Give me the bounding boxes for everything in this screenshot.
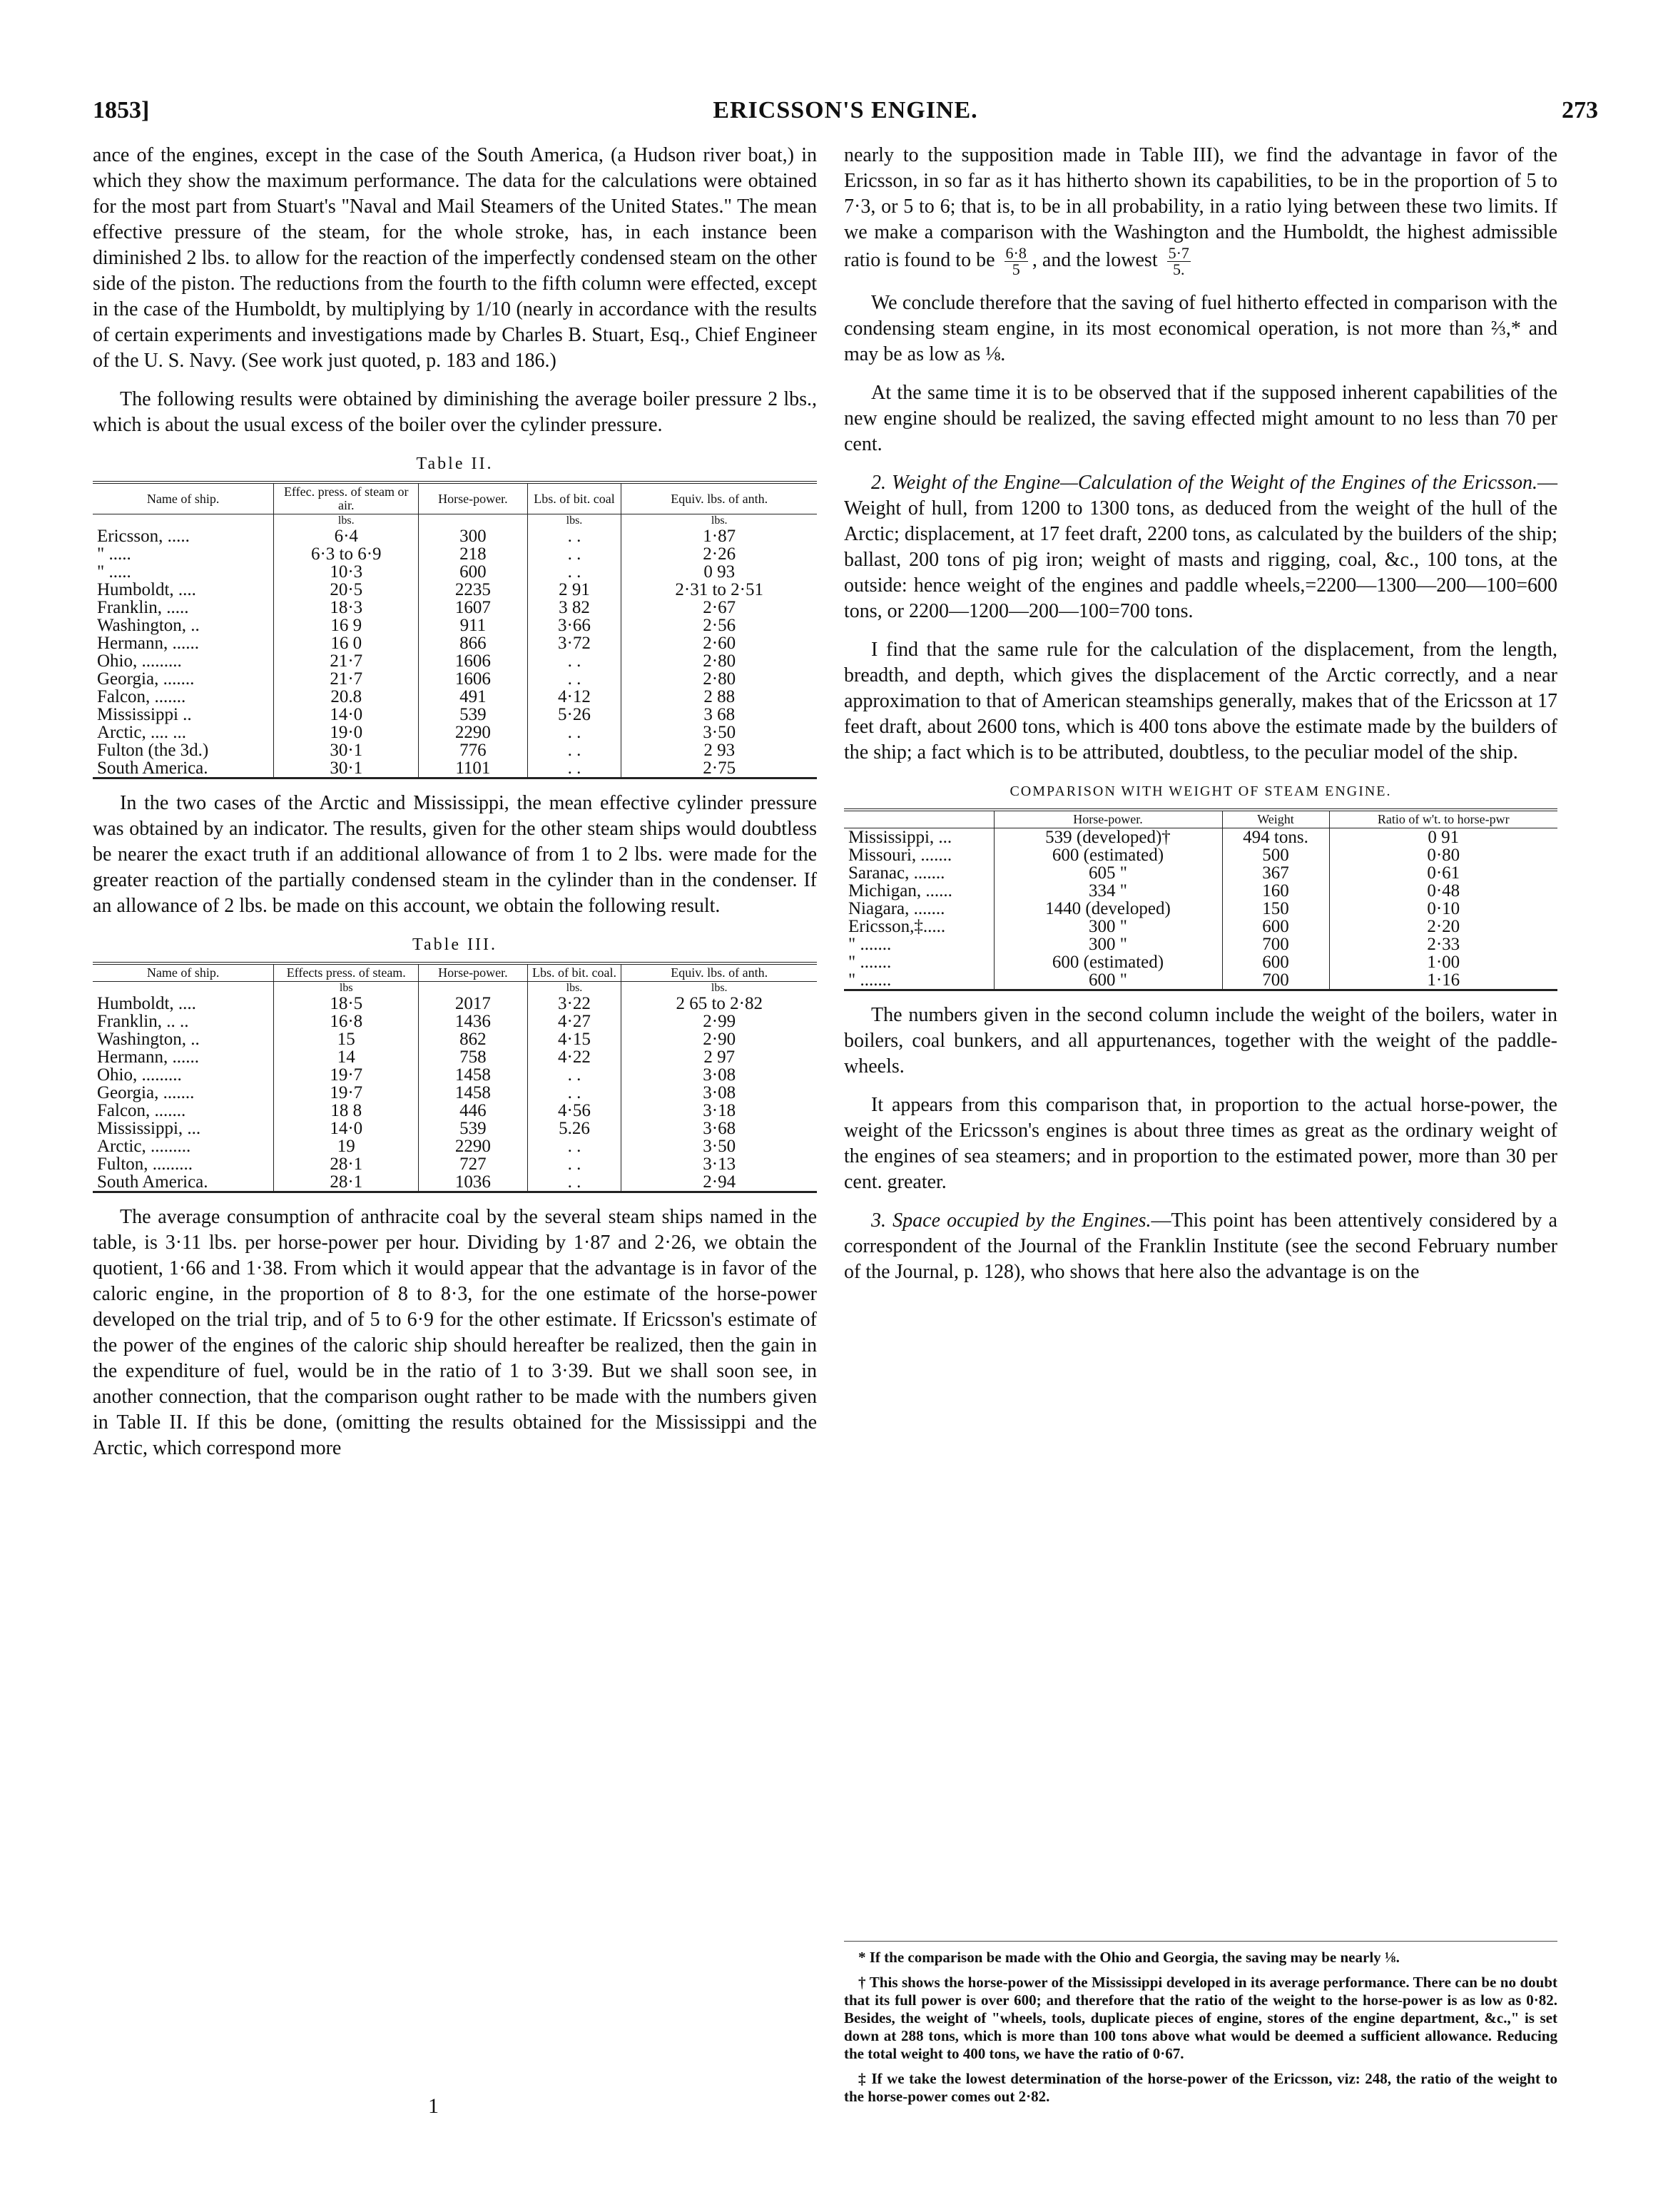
column-header: Equiv. lbs. of anth. — [621, 482, 817, 514]
table-row — [93, 741, 817, 759]
paragraph-text: nearly to the supposition made in Table III), we find the advantage in favor of the Ericsson, in so far as it has hitherto shown its capabilities, to be in the proportion of 5 to 7·3, or 5 to 6; that is, to be in all probability, in a ratio lying between these two limits. If we make a comparison with the Washington and the Humboldt, the highest admissible ratio is found to be — [844, 144, 1557, 271]
value-cell: 6·3 to 6·9 — [274, 545, 419, 563]
column-header — [844, 810, 994, 828]
table-3-body — [93, 982, 817, 1192]
paragraph: We conclude therefore that the saving of fuel hitherto effected in comparison with the condensing steam engine, in its most economical operation, is not more than ⅔,* and may be as low as ⅛. — [844, 292, 1557, 365]
ship-name-cell: Falcon, ....... — [97, 687, 186, 706]
paragraph: At the same time it is to be observed that if the supposed inherent capabilities of the new engine should be realized, the saving effected might amount to no less than 70 per cent. — [844, 382, 1557, 455]
value-cell: 911 — [419, 617, 527, 634]
table-row — [844, 971, 1557, 990]
value-cell: 300 — [419, 527, 527, 545]
ship-name-cell: South America. — [97, 1172, 208, 1192]
left-column — [93, 143, 817, 1474]
value-cell: 2 91 — [527, 581, 621, 599]
ship-name-cell: Humboldt, .... — [97, 580, 196, 599]
paragraph: It appears from this comparison that, in proportion to the actual horse-power, the weight of the Ericsson's engines is about three times as great as the ordinary weight of the engines of sea steamers; and in proportion to the estimated power, more than 30 per cent. greater. — [844, 1094, 1557, 1193]
value-cell: 4·12 — [527, 688, 621, 706]
table-row — [844, 953, 1557, 971]
value-cell: 3 82 — [527, 599, 621, 617]
section-heading: 3. Space occupied by the Engines. — [871, 1209, 1151, 1232]
table-row — [844, 918, 1557, 935]
value-cell: . . — [527, 652, 621, 670]
value-cell: 605 " — [994, 864, 1222, 882]
value-cell: 16 9 — [274, 617, 419, 634]
value-cell: 14·0 — [274, 706, 419, 724]
value-cell: 0 91 — [1329, 828, 1557, 847]
table-row — [93, 634, 817, 652]
ship-name-cell: Fulton, ......... — [97, 1155, 193, 1174]
value-cell: 20·5 — [274, 581, 419, 599]
header-year: 1853] — [93, 97, 150, 123]
value-cell: 1436 — [419, 1013, 527, 1030]
ship-name-cell: Michigan, ...... — [848, 881, 952, 900]
fraction — [1005, 245, 1028, 278]
value-cell: 150 — [1222, 900, 1329, 918]
value-cell: 21·7 — [274, 670, 419, 688]
table-row — [93, 617, 817, 634]
value-cell: 3·50 — [621, 1137, 817, 1155]
value-cell: 1·00 — [1329, 953, 1557, 971]
table-row — [844, 864, 1557, 882]
value-cell: 5·26 — [527, 706, 621, 724]
ship-name-cell: Saranac, ....... — [848, 863, 945, 883]
table-row — [93, 1120, 817, 1137]
value-cell: 2290 — [419, 1137, 527, 1155]
ship-name-cell: South America. — [97, 759, 208, 778]
table-row — [844, 846, 1557, 864]
value-cell: 1458 — [419, 1066, 527, 1084]
paragraph-text: —This point has been attentively considered by a correspondent of the Journal of the Franklin Institute (see the second February number of the Journal, p. 128), who shows that here also the advantage is on the — [844, 1209, 1557, 1283]
ship-name-cell: Mississippi, ... — [848, 828, 952, 847]
value-cell: 2·94 — [621, 1173, 817, 1192]
value-cell: 2·26 — [621, 545, 817, 563]
fraction-numerator: 5·7 — [1168, 244, 1189, 262]
ship-name-cell: Hermann, ...... — [97, 1047, 200, 1067]
table-row — [93, 1013, 817, 1030]
table-row — [844, 935, 1557, 953]
value-cell: 3·68 — [621, 1120, 817, 1137]
fraction-numerator: 6·8 — [1005, 244, 1027, 262]
table-row — [93, 563, 817, 581]
value-cell: 1440 (developed) — [994, 900, 1222, 918]
table-row — [93, 599, 817, 617]
header-title: ERICSSON'S ENGINE. — [713, 97, 978, 123]
value-cell: 0·48 — [1329, 882, 1557, 900]
value-cell: 866 — [419, 634, 527, 652]
value-cell: 2017 — [419, 995, 527, 1013]
ship-name-cell: Ohio, ......... — [97, 651, 182, 671]
ship-name-cell: Mississippi, ... — [97, 1119, 201, 1138]
ship-name-cell: Falcon, ....... — [97, 1101, 186, 1120]
value-cell: 19 — [274, 1137, 419, 1155]
unit-cell — [93, 514, 274, 528]
column-header: Name of ship. — [93, 482, 274, 514]
value-cell: 2 93 — [621, 741, 817, 759]
fraction-denominator: 5 — [1012, 260, 1020, 278]
value-cell: 19·7 — [274, 1066, 419, 1084]
column-header: Ratio of w't. to horse-pwr — [1329, 810, 1557, 828]
value-cell: 2·33 — [1329, 935, 1557, 953]
value-cell: 14·0 — [274, 1120, 419, 1137]
unit-cell — [419, 982, 527, 995]
value-cell: 600 (estimated) — [994, 953, 1222, 971]
value-cell: 2·67 — [621, 599, 817, 617]
value-cell: 3·08 — [621, 1084, 817, 1102]
value-cell: 600 (estimated) — [994, 846, 1222, 864]
value-cell: . . — [527, 1155, 621, 1173]
value-cell: 3·08 — [621, 1066, 817, 1084]
signature-mark: 1 — [428, 2094, 439, 2118]
ship-name-cell: Hermann, ...... — [97, 634, 200, 653]
section-heading: 2. Weight of the Engine—Calculation of the Weight of the Engines of the Ericsson. — [871, 472, 1537, 494]
value-cell: 16·8 — [274, 1013, 419, 1030]
ship-name-cell: Humboldt, .... — [97, 994, 196, 1013]
paragraph: The following results were obtained by diminishing the average boiler pressure 2 lbs., which is about the usual excess of the boiler over the cylinder pressure. — [93, 388, 817, 436]
value-cell: 3·72 — [527, 634, 621, 652]
table-row — [93, 1030, 817, 1048]
value-cell: 0 93 — [621, 563, 817, 581]
value-cell: 776 — [419, 741, 527, 759]
unit-cell: lbs. — [621, 982, 817, 995]
table-row — [93, 724, 817, 741]
ship-name-cell: Ericsson,‡..... — [848, 917, 946, 936]
ship-name-cell: Niagara, ....... — [848, 899, 945, 918]
paragraph: The average consumption of anthracite coal by the several steam ships named in the table, is 3·11 lbs. per horse-power per hour. Dividing by 1·87 and 2·26, we obtain the quotient, 1·66 and 1·38. From which it would appear that the advantage is in favor of the caloric engine, in the proportion of 8 to 8·3, for the one estimate of the horse-power developed on the trial trip, and of 5 to 6·9 for the other estimate. If Ericsson's estimate of the power of the engines of the caloric ship should hereafter be realized, then the gain in the expenditure of fuel, would be in the ratio of 1 to 3·39. But we shall soon see, in another connection, that the comparison ought rather to be made with the numbers given in Table II. If this be done, (omitting the results obtained for the Mississippi and the Arctic, which correspond more — [93, 1206, 817, 1459]
value-cell: 700 — [1222, 935, 1329, 953]
value-cell: 539 — [419, 706, 527, 724]
value-cell: 2·75 — [621, 759, 817, 778]
value-cell: 4·56 — [527, 1102, 621, 1120]
table-row — [844, 828, 1557, 847]
paragraph-text: —Weight of hull, from 1200 to 1300 tons, as deduced from the weight of the hull of the Arctic; displacement, at 17 feet draft, 2200 tons, as calculated by the builders of the ship; ballast, 200 tons of pig iron; weight of masts and rigging, coal, &c., 100 tons, at the outside: hence weight of the engines and paddle wheels,=2200—1300—200—100=600 tons, or 2200—1200—200—100=700 tons. — [844, 472, 1557, 622]
value-cell: 5.26 — [527, 1120, 621, 1137]
value-cell: . . — [527, 724, 621, 741]
value-cell: 16 0 — [274, 634, 419, 652]
value-cell: 3·66 — [527, 617, 621, 634]
units-row — [93, 514, 817, 528]
value-cell: 1607 — [419, 599, 527, 617]
table-row — [93, 527, 817, 545]
table-row — [844, 882, 1557, 900]
value-cell: 1458 — [419, 1084, 527, 1102]
table-row — [93, 581, 817, 599]
value-cell: 3·22 — [527, 995, 621, 1013]
value-cell: 19·7 — [274, 1084, 419, 1102]
ship-name-cell: Arctic, ......... — [97, 1137, 191, 1156]
value-cell: . . — [527, 563, 621, 581]
value-cell: 160 — [1222, 882, 1329, 900]
paragraph — [844, 143, 1557, 278]
fraction — [1167, 245, 1191, 278]
paragraph: ance of the engines, except in the case of the South America, (a Hudson river boat,) in which they show the maximum performance. The data for the calculations were obtained for the most part from Stuart's "Naval and Mail Steamers of the United States." The mean effective pressure of the steam, for the whole stroke, has, in each instance been diminished 2 lbs. to allow for the reaction of the imperfectly condensed steam on the other side of the piston. The reductions from the fourth to the fifth column were effected, except in the case of the Humboldt, by multiplying by 1/10 (nearly in accordance with the results of certain experiments and investigations made by Charles B. Stuart, Esq., Chief Engineer of the U. S. Navy. (See work just quoted, p. 183 and 186.) — [93, 144, 817, 372]
value-cell: 3·18 — [621, 1102, 817, 1120]
table-row — [93, 670, 817, 688]
value-cell: 21·7 — [274, 652, 419, 670]
ship-name-cell: Washington, .. — [97, 616, 200, 635]
ship-name-cell: Fulton (the 3d.) — [97, 741, 209, 760]
paragraph: In the two cases of the Arctic and Mississippi, the mean effective cylinder pressure was obtained by an indicator. The results, given for the other steam ships would doubtless be nearer the exact truth if an additional allowance of from 1 to 2 lbs. were made for the greater reaction of the partially condensed steam in the cylinder than in the condenser. If an allowance of 2 lbs. be made on this account, we obtain the following result. — [93, 792, 817, 917]
column-header: Horse-power. — [419, 482, 527, 514]
value-cell: 30·1 — [274, 741, 419, 759]
value-cell: 1·87 — [621, 527, 817, 545]
value-cell: 30·1 — [274, 759, 419, 778]
value-cell: 2·90 — [621, 1030, 817, 1048]
ship-name-cell: Mississippi .. — [97, 705, 192, 724]
value-cell: 6·4 — [274, 527, 419, 545]
ship-name-cell: " ..... — [97, 562, 131, 582]
value-cell: 28·1 — [274, 1173, 419, 1192]
comparison-caption: COMPARISON WITH WEIGHT OF STEAM ENGINE. — [1010, 783, 1392, 799]
ship-name-cell: " ....... — [848, 970, 892, 990]
value-cell: 2·60 — [621, 634, 817, 652]
table-row — [93, 1155, 817, 1173]
table-row — [93, 1102, 817, 1120]
value-cell: 1606 — [419, 670, 527, 688]
table-row — [93, 1173, 817, 1192]
value-cell: 2·31 to 2·51 — [621, 581, 817, 599]
ship-name-cell: Franklin, ..... — [97, 598, 189, 617]
value-cell: . . — [527, 741, 621, 759]
table-row — [93, 545, 817, 563]
value-cell: 1101 — [419, 759, 527, 778]
column-header: Lbs. of bit. coal. — [527, 963, 621, 982]
unit-cell: lbs. — [527, 982, 621, 995]
table-row — [93, 759, 817, 778]
value-cell: 300 " — [994, 935, 1222, 953]
table-row — [93, 1048, 817, 1066]
table-2-caption: Table II. — [416, 455, 494, 473]
value-cell: 4·22 — [527, 1048, 621, 1066]
table-3-caption: Table III. — [412, 935, 497, 954]
paragraph: I find that the same rule for the calculation of the displacement, from the length, breadth, and depth, which gives the displacement of the Arctic correctly, and a near approximation to that of American steamships generally, makes that of the Ericsson at 17 feet draft, about 2600 tons, which is 400 tons above the estimate made by the builders of the ship; a fact which is to be attributed, doubtless, to the peculiar model of the ship. — [844, 639, 1557, 763]
value-cell: 862 — [419, 1030, 527, 1048]
value-cell: 1·16 — [1329, 971, 1557, 990]
value-cell: 0·80 — [1329, 846, 1557, 864]
ship-name-cell: Georgia, ....... — [97, 669, 195, 689]
value-cell: 600 — [1222, 918, 1329, 935]
column-header: Lbs. of bit. coal — [527, 482, 621, 514]
value-cell: 600 — [419, 563, 527, 581]
value-cell: 500 — [1222, 846, 1329, 864]
value-cell: 18·5 — [274, 995, 419, 1013]
value-cell: . . — [527, 1066, 621, 1084]
value-cell: 18·3 — [274, 599, 419, 617]
value-cell: 4·27 — [527, 1013, 621, 1030]
value-cell: 539 — [419, 1120, 527, 1137]
units-row — [93, 982, 817, 995]
column-header: Equiv. lbs. of anth. — [621, 963, 817, 982]
ship-name-cell: " ....... — [848, 953, 892, 972]
value-cell: 2 88 — [621, 688, 817, 706]
paragraph-text: , and the — [1032, 248, 1101, 271]
value-cell: 0·10 — [1329, 900, 1557, 918]
ship-name-cell: Ohio, ......... — [97, 1065, 182, 1085]
ship-name-cell: Georgia, ....... — [97, 1083, 195, 1102]
ship-name-cell: Missouri, ....... — [848, 846, 952, 865]
value-cell: 3·50 — [621, 724, 817, 741]
paragraph: The numbers given in the second column include the weight of the boilers, water in boilers, coal bunkers, and all appurtenances, together with the weight of the paddle-wheels. — [844, 1004, 1557, 1077]
paragraph — [844, 1208, 1557, 1285]
unit-cell: lbs. — [274, 514, 419, 528]
value-cell: 0·61 — [1329, 864, 1557, 882]
value-cell: 700 — [1222, 971, 1329, 990]
value-cell: 446 — [419, 1102, 527, 1120]
value-cell: 2·80 — [621, 652, 817, 670]
value-cell: 300 " — [994, 918, 1222, 935]
value-cell: . . — [527, 1137, 621, 1155]
value-cell: 3·13 — [621, 1155, 817, 1173]
value-cell: 2·99 — [621, 1013, 817, 1030]
fraction-denominator: 5. — [1173, 260, 1185, 278]
value-cell: 2 65 to 2·82 — [621, 995, 817, 1013]
ship-name-cell: Washington, .. — [97, 1030, 200, 1049]
value-cell: 15 — [274, 1030, 419, 1048]
value-cell: . . — [527, 527, 621, 545]
column-header: Horse-power. — [419, 963, 527, 982]
value-cell: 3 68 — [621, 706, 817, 724]
table-row — [93, 706, 817, 724]
table-2 — [93, 481, 817, 779]
unit-cell — [93, 982, 274, 995]
table-3 — [93, 962, 817, 1193]
value-cell: 758 — [419, 1048, 527, 1066]
table-2-body — [93, 514, 817, 778]
ship-name-cell: Franklin, .. .. — [97, 1012, 189, 1031]
value-cell: 2·56 — [621, 617, 817, 634]
value-cell: . . — [527, 545, 621, 563]
footnote: * If the comparison be made with the Ohio and Georgia, the saving may be nearly ⅛. — [858, 1949, 1400, 1966]
unit-cell: lbs — [274, 982, 419, 995]
table-row — [93, 995, 817, 1013]
column-header: Horse-power. — [994, 810, 1222, 828]
ship-name-cell: " ..... — [97, 544, 131, 564]
paragraph — [844, 470, 1557, 624]
footnote: † This shows the horse-power of the Mississippi developed in its average performance. There can be no doubt that its full power is over 600; and therefore that the ratio of the weight to the horse-power is as low as 0·82. Besides, the weight of "wheels, tools, duplicate pieces of engine, stores of the engine department, &c.," is set down at 288 tons, which is more than 100 tons above what would be deemed a sufficient allowance. Reducing the total weight to 400 tons, we have the ratio of 0·67. — [844, 1974, 1557, 2062]
footnotes — [844, 1941, 1557, 2113]
value-cell: 14 — [274, 1048, 419, 1066]
value-cell: 2·20 — [1329, 918, 1557, 935]
comparison-table — [844, 808, 1557, 991]
paragraph-text: lowest — [1105, 248, 1158, 271]
value-cell: 2290 — [419, 724, 527, 741]
comparison-table-body — [844, 828, 1557, 990]
unit-cell: lbs. — [527, 514, 621, 528]
value-cell: 1606 — [419, 652, 527, 670]
value-cell: 20.8 — [274, 688, 419, 706]
table-row — [93, 1084, 817, 1102]
ship-name-cell: Arctic, .... ... — [97, 723, 186, 742]
value-cell: 1036 — [419, 1173, 527, 1192]
value-cell: . . — [527, 759, 621, 778]
value-cell: 600 " — [994, 971, 1222, 990]
value-cell: 539 (developed)† — [994, 828, 1222, 847]
ship-name-cell: Ericsson, ..... — [97, 527, 190, 546]
table-row — [93, 1137, 817, 1155]
value-cell: 2235 — [419, 581, 527, 599]
running-header — [93, 97, 1598, 133]
unit-cell — [419, 514, 527, 528]
value-cell: 494 tons. — [1222, 828, 1329, 847]
value-cell: 2·80 — [621, 670, 817, 688]
value-cell: 218 — [419, 545, 527, 563]
column-header: Weight — [1222, 810, 1329, 828]
value-cell: . . — [527, 1173, 621, 1192]
value-cell: 28·1 — [274, 1155, 419, 1173]
ship-name-cell: " ....... — [848, 935, 892, 954]
table-row — [844, 900, 1557, 918]
column-header: Effects press. of steam. — [274, 963, 419, 982]
page-number: 273 — [1562, 97, 1598, 123]
value-cell: . . — [527, 670, 621, 688]
value-cell: 19·0 — [274, 724, 419, 741]
value-cell: . . — [527, 1084, 621, 1102]
column-header: Effec. press. of steam or air. — [274, 482, 419, 514]
right-column — [844, 143, 1557, 1298]
value-cell: 10·3 — [274, 563, 419, 581]
footnote: ‡ If we take the lowest determination of the horse-power of the Ericsson, viz: 248, the ratio of the weight to the horse-power comes out 2·82. — [844, 2070, 1557, 2105]
column-header: Name of ship. — [93, 963, 274, 982]
value-cell: 4·15 — [527, 1030, 621, 1048]
table-row — [93, 1066, 817, 1084]
value-cell: 367 — [1222, 864, 1329, 882]
value-cell: 18 8 — [274, 1102, 419, 1120]
value-cell: 600 — [1222, 953, 1329, 971]
value-cell: 491 — [419, 688, 527, 706]
table-row — [93, 652, 817, 670]
unit-cell: lbs. — [621, 514, 817, 528]
value-cell: 334 " — [994, 882, 1222, 900]
value-cell: 2 97 — [621, 1048, 817, 1066]
value-cell: 727 — [419, 1155, 527, 1173]
table-row — [93, 688, 817, 706]
